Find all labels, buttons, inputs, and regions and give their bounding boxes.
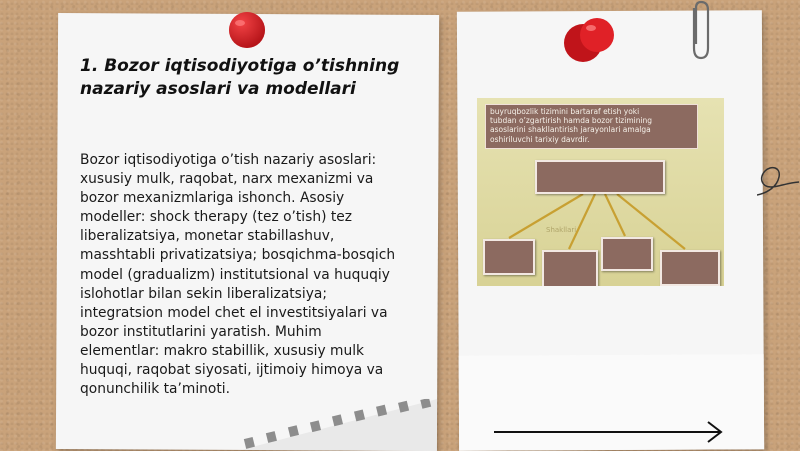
banner-line: oshiriluvchi tarixiy davrdir. <box>490 134 590 144</box>
body-line: model (gradualizm) institutsional va huquqiy <box>80 266 390 283</box>
torn-edge-decoration <box>241 398 437 451</box>
diagram-main-box <box>535 160 665 194</box>
embedded-diagram-image <box>477 98 724 286</box>
body-line: huquqi, raqobat siyosati, ijtimoiy himoya va <box>80 362 384 379</box>
diagram-definition-banner <box>485 104 698 149</box>
diagram-caption: Shakllari <box>546 226 577 234</box>
body-line: masshtabli privatizatsiya; bosqichma-bosqich <box>80 247 396 264</box>
title-line: nazariy asoslari va modellari <box>80 79 356 99</box>
slide-title <box>80 55 410 101</box>
body-line: Bozor iqtisodiyotiga o’tish nazariy asoslari: <box>80 152 377 168</box>
body-line: qonunchilik ta’minoti. <box>80 381 230 398</box>
title-line: 1. Bozor iqtisodiyotiga o’tishning <box>80 56 400 76</box>
body-line: modeller: shock therapy (tez o’tish) tez <box>80 209 352 226</box>
body-paragraph <box>80 151 425 399</box>
diagram-branch-box <box>542 250 598 286</box>
diagram-branch-box <box>483 239 535 275</box>
red-push-pin-icon <box>227 9 269 51</box>
banner-line: tubdan o’zgartirish hamda bozor tizimining <box>490 116 653 126</box>
body-line: islohotlar bilan sekin liberalizatsiya; <box>80 285 327 302</box>
body-line: bozor institutlarini yaratish. Muhim <box>80 323 322 340</box>
body-line: xususiy mulk, raqobat, narx mexanizmi va <box>80 171 374 188</box>
red-push-pin-icon <box>561 17 621 65</box>
body-line: bozor mexanizmlariga ishonch. Asosiy <box>80 190 345 207</box>
banner-line: asoslarini shakllantirish jarayonlari amalga <box>490 125 651 135</box>
banner-line: buyruqbozlik tizimini bartaraf etish yoki <box>490 107 640 116</box>
string-curl-decoration <box>757 157 800 199</box>
diagram-branch-box <box>601 237 653 271</box>
arrow-right-icon <box>492 418 727 446</box>
body-line: elementlar: makro stabillik, xususiy mulk <box>80 342 365 359</box>
body-line: liberalizatsiya, monetar stabillashuv, <box>80 228 335 245</box>
diagram-branch-box <box>660 250 720 286</box>
body-line: integratsion model chet el investitsiyalari va <box>80 304 388 321</box>
paper-clip-icon <box>684 0 714 62</box>
